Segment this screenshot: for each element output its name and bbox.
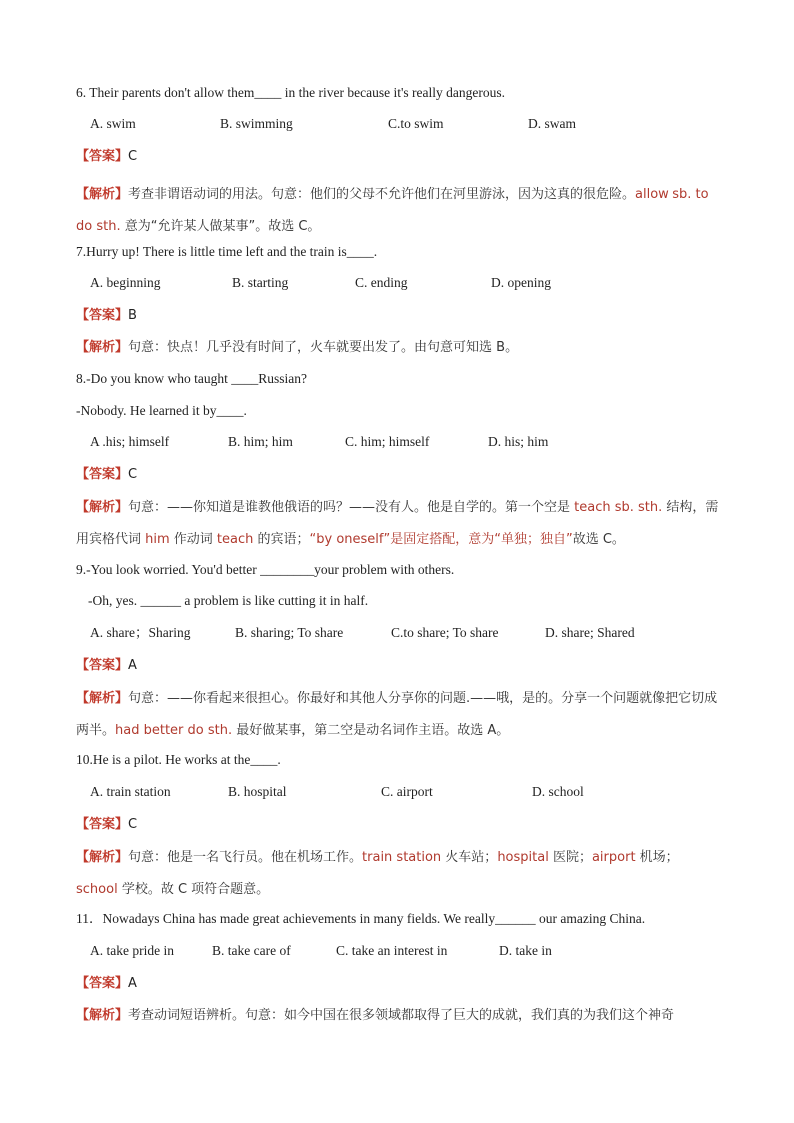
question-8-option-d: D. his; him <box>488 434 549 449</box>
question-8-option-c: C. him; himself <box>345 434 430 449</box>
answer-label: 【答案】 <box>76 467 129 482</box>
explanation-label: 【解析】 <box>76 500 129 515</box>
question-8-stem-line-2: -Nobody. He learned it by____. <box>76 403 247 418</box>
question-6-option-b: B. swimming <box>220 116 293 131</box>
question-7-option-b: B. starting <box>232 275 289 290</box>
question-11-answer <box>76 974 137 993</box>
question-9-option-a: A. share；Sharing <box>90 625 191 640</box>
answer-value: C <box>128 149 138 164</box>
question-6-explanation: 【解析】考查非谓语动词的用法。句意：他们的父母不允许他们在河里游泳，因为这真的很危险。allow sb. to do sth. 意为“允许某人做某事”。故选 C。 <box>76 187 709 234</box>
question-7-option-a: A. beginning <box>90 275 161 290</box>
question-11-option-a: A. take pride in <box>90 943 174 958</box>
question-9-option-d: D. share; Shared <box>545 625 635 640</box>
answer-label: 【答案】 <box>76 658 129 673</box>
question-7-stem: 7.Hurry up! There is little time left and the train is____. <box>76 244 378 259</box>
question-8-stem-line-1: 8.-Do you know who taught ____Russian? <box>76 371 307 386</box>
question-6-option-c: C.to swim <box>388 116 444 131</box>
question-10-option-a: A. train station <box>90 784 171 799</box>
question-11-option-b: B. take care of <box>212 943 291 958</box>
answer-value: C <box>128 817 138 832</box>
answer-label: 【答案】 <box>76 976 129 991</box>
answer-value: B <box>128 308 137 323</box>
question-10-option-c: C. airport <box>381 784 433 799</box>
question-8-answer <box>76 465 137 484</box>
explanation-label: 【解析】 <box>76 691 129 706</box>
question-9-stem-line-1: 9.-You look worried. You'd better ________your problem with others. <box>76 562 455 577</box>
question-7-explanation: 【解析】句意：快点！几乎没有时间了，火车就要出发了。由句意可知选 B。 <box>76 340 519 355</box>
explanation-label: 【解析】 <box>76 340 129 355</box>
answer-label: 【答案】 <box>76 308 129 323</box>
question-9-explanation: 【解析】句意：——你看起来很担心。你最好和其他人分享你的问题.——哦，是的。分享一个问题就像把它切成两半。had better do sth. 最好做某事，第二空是动名词作主语。故选 A。 <box>76 691 718 738</box>
question-6-answer <box>76 147 137 166</box>
question-9-stem-line-2: -Oh, yes. ______ a problem is like cutting it in half. <box>88 593 369 608</box>
answer-value: C <box>128 467 138 482</box>
question-9-option-c: C.to share; To share <box>391 625 499 640</box>
explanation-label: 【解析】 <box>76 187 129 202</box>
answer-value: A <box>128 658 137 673</box>
question-10-stem: 10.He is a pilot. He works at the____. <box>76 752 281 767</box>
question-8-option-a: A .his; himself <box>90 434 170 449</box>
explanation-label: 【解析】 <box>76 1008 129 1023</box>
question-11-option-d: D. take in <box>499 943 552 958</box>
question-7-option-c: C. ending <box>355 275 408 290</box>
question-11-explanation: 【解析】考查动词短语辨析。句意：如今中国在很多领域都取得了巨大的成就，我们真的为我们这个神奇 <box>76 1008 675 1023</box>
question-6-option-d: D. swam <box>528 116 576 131</box>
question-6-option-a: A. swim <box>90 116 136 131</box>
question-6-stem: 6. Their parents don't allow them____ in the river because it's really dangerous. <box>76 85 505 100</box>
answer-label: 【答案】 <box>76 149 129 164</box>
answer-label: 【答案】 <box>76 817 129 832</box>
question-9-option-b: B. sharing; To share <box>235 625 344 640</box>
question-7-option-d: D. opening <box>491 275 551 290</box>
question-7-answer <box>76 306 137 325</box>
question-11-option-c: C. take an interest in <box>336 943 448 958</box>
question-10-explanation: 【解析】句意：他是一名飞行员。他在机场工作。train station 火车站；hospital 医院；airport 机场；school 学校。故 C 项符合题意。 <box>76 850 679 897</box>
question-8-option-b: B. him; him <box>228 434 293 449</box>
answer-value: A <box>128 976 137 991</box>
question-9-answer <box>76 656 137 675</box>
question-10-answer <box>76 815 137 834</box>
question-10-option-d: D. school <box>532 784 584 799</box>
question-10-option-b: B. hospital <box>228 784 287 799</box>
question-8-explanation: 【解析】句意：——你知道是谁教他俄语的吗？——没有人。他是自学的。第一个空是 teach sb. sth. 结构，需用宾格代词 him 作动词 teach 的宾语；“by oneself”是固定搭配，意为“单独；独自”故选 C。 <box>76 500 719 547</box>
question-11-stem: 11．Nowadays China has made great achievements in many fields. We really______ our amazing China. <box>76 911 646 926</box>
explanation-label: 【解析】 <box>76 850 129 865</box>
